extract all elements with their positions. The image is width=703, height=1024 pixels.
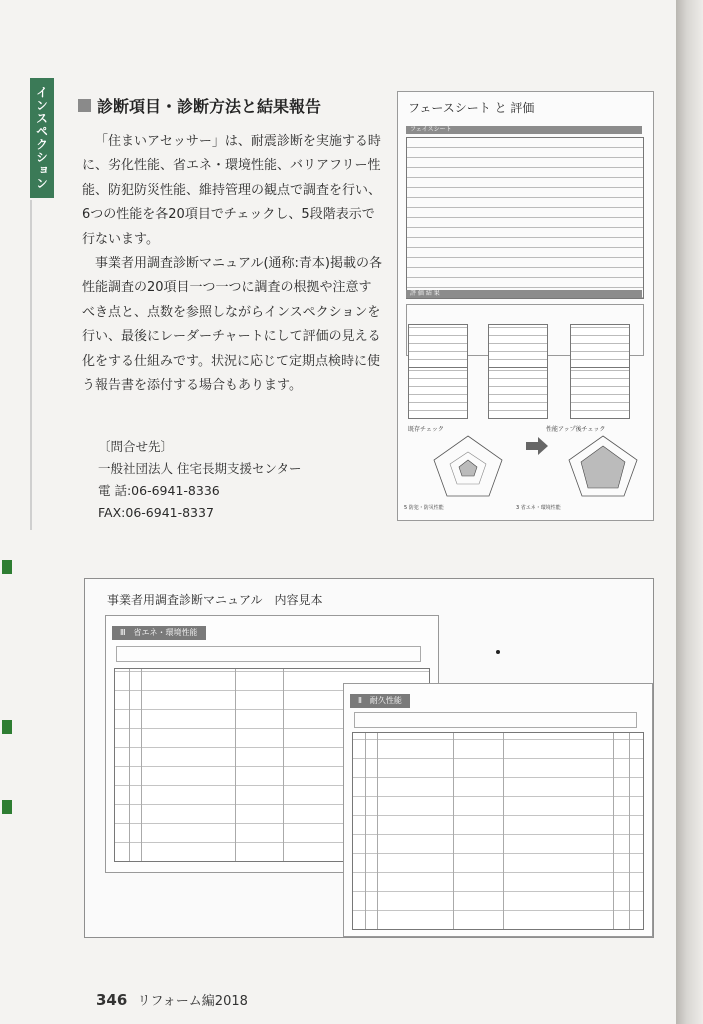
manual-page-front xyxy=(343,683,653,937)
radar-left-title: 既存チェック xyxy=(408,426,444,433)
margin-mark xyxy=(2,800,12,814)
section-heading xyxy=(78,94,321,117)
paragraph: 「住まいアセッサー」は、耐震診断を実施する時に、劣化性能、省エネ・環境性能、バリアフリー性能、防犯防災性能、維持管理の観点で調査を行い、6つの性能を各20項目でチェックし、5段階表示で行ないます。 xyxy=(82,134,382,247)
manual-back-intro xyxy=(116,646,421,662)
radar-chart-before xyxy=(428,430,508,502)
heading-square-icon xyxy=(78,99,91,112)
radar-label: 3 省エネ・環境性能 xyxy=(516,505,561,511)
contact-label: 〔問合せ先〕 xyxy=(98,439,174,454)
manual-sample-title: 事業者用調査診断マニュアル 内容見本 xyxy=(107,593,323,607)
face-sheet-figure xyxy=(397,91,654,521)
contact-block xyxy=(98,436,301,524)
manual-sample-figure xyxy=(84,578,654,938)
margin-mark xyxy=(2,560,12,574)
score-table xyxy=(488,367,548,419)
contact-org: 一般社団法人 住宅長期支援センター xyxy=(98,461,302,476)
margin-mark xyxy=(2,720,12,734)
score-table xyxy=(408,367,468,419)
radar-right-title: 性能アップ後チェック xyxy=(546,426,606,433)
manual-back-header: Ⅲ 省エネ・環境性能 xyxy=(112,626,206,640)
face-sheet-title: フェースシート と 評価 xyxy=(408,101,535,115)
eval-bar: 評 価 結 果 xyxy=(406,290,642,298)
paragraph: 事業者用調査診断マニュアル(通称:青本)掲載の各性能調査の20項目一つ一つに調査の根拠や注意すべき点と、点数を参照しながらインスペクションを行い、最後にレーダーチャートにして評価の見える化をする仕組みです。状況に応じて定期点検時に使う報告書を添付する場合もあります。 xyxy=(82,256,383,394)
manual-front-table xyxy=(352,732,644,930)
face-sheet-bar: フェイスシート xyxy=(406,126,642,134)
arrow-icon xyxy=(526,437,548,455)
side-tab-label: インスペクション xyxy=(34,86,49,190)
heading-text: 診断項目・診断方法と結果報告 xyxy=(97,97,322,116)
face-sheet-grid xyxy=(406,137,644,299)
contact-tel: 電 話:06-6941-8336 xyxy=(98,483,220,498)
margin-rule xyxy=(30,200,32,530)
ink-dot xyxy=(496,650,500,654)
section-side-tab xyxy=(30,78,54,198)
book-title: リフォーム編2018 xyxy=(137,994,248,1009)
score-table xyxy=(570,367,630,419)
radar-chart-after xyxy=(563,430,643,502)
manual-front-header: Ⅱ 耐久性能 xyxy=(350,694,410,708)
page-number: 346 xyxy=(96,991,128,1009)
page-footer xyxy=(96,990,248,1009)
contact-fax: FAX:06-6941-8337 xyxy=(98,505,214,520)
next-page-edge xyxy=(676,0,703,1024)
body-text xyxy=(82,130,382,398)
radar-label: 5 防犯・防災性能 xyxy=(404,505,444,511)
manual-front-intro xyxy=(354,712,637,728)
